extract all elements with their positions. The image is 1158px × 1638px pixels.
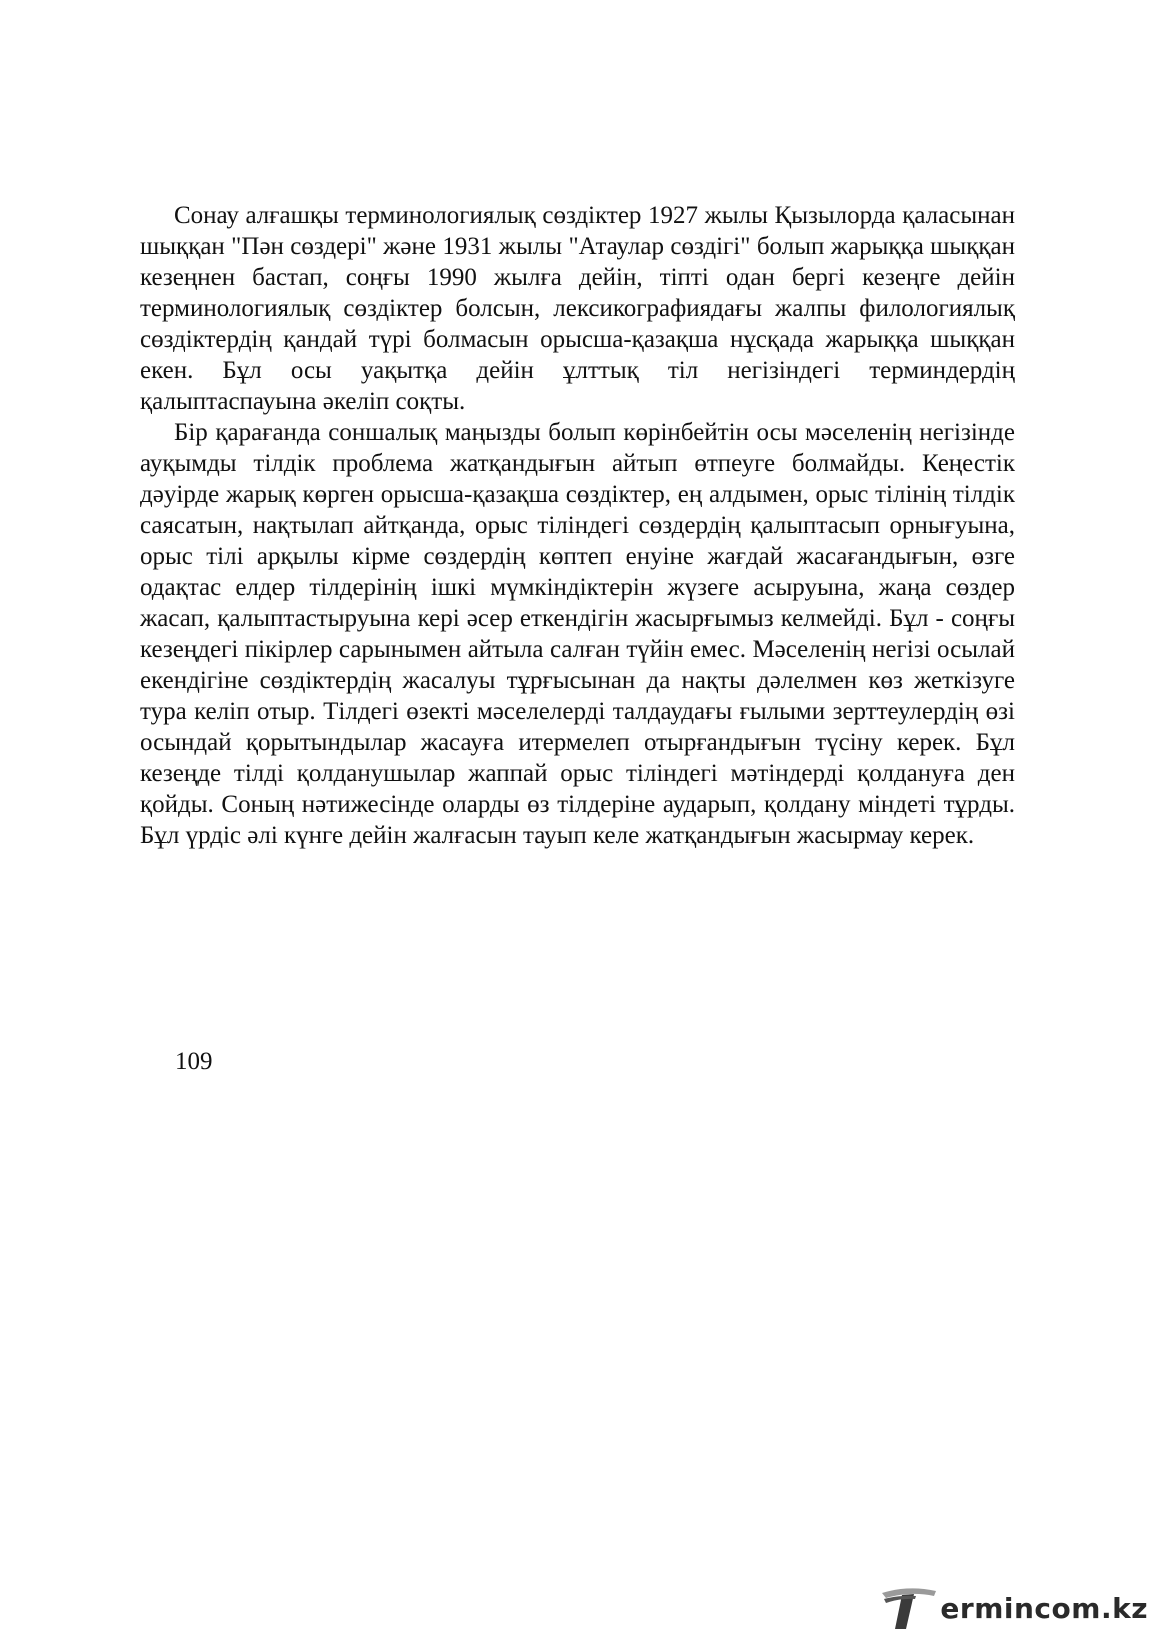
page-number: 109 [175, 1048, 213, 1075]
watermark [880, 1585, 1148, 1631]
termincom-t-logo-icon [880, 1585, 938, 1631]
document-body [140, 200, 1015, 851]
watermark-text: ermincom.kz [940, 1591, 1148, 1625]
paragraph-1: Сонау алғашқы терминологиялық сөздіктер 1927 жылы Қызылорда қаласынан шыққан "Пән сөздері" және 1931 жылы "Атаулар сөздігі" болып жарыққа шыққан кезеңнен бастап, соңғы 1990 жылға дейін, тіпті одан бергі кезеңге дейін терминологиялық сөздіктер болсын, лексикографиядағы жалпы филологиялық сөздіктердің қандай түрі болмасын орысша-қазақша нұсқада жарыққа шыққан екен. Бұл осы уақытқа дейін ұлттық тіл негізіндегі терминдердің қалыптаспауына әкеліп соқты. [140, 202, 1015, 415]
paragraph-2: Бір қарағанда соншалық маңызды болып көрінбейтін осы мәселенің негізінде ауқымды тілдік проблема жатқандығын айтып өтпеуге болмайды. Кеңестік дәуірде жарық көрген орысша-қазақша сөздіктер, ең алдымен, орыс тілінің тілдік саясатын, нақтылап айтқанда, орыс тіліндегі сөздердің қалыптасып орнығуына, орыс тілі арқылы кірме сөздердің көптеп енуіне жағдай жасағандығын, өзге одақтас елдер тілдерінің ішкі мүмкіндіктерін жүзеге асыруына, жаңа сөздер жасап, қалыптастыруына кері әсер еткендігін жасырғымыз келмейді. Бұл - соңғы кезеңдегі пікірлер сарынымен айтыла салған түйін емес. Мәселенің негізі осылай екендігіне сөздіктердің жасалуы тұрғысынан да нақты дәлелмен көз жеткізуге тура келіп отыр. Тілдегі өзекті мәселелерді талдаудағы ғылыми зерттеулердің өзі осындай қорытындылар жасауға итермелеп отырғандығын түсіну керек. Бұл кезеңде тілді қолданушылар жаппай орыс тіліндегі мәтіндерді қолдануға ден қойды. Соның нәтижесінде оларды өз тілдеріне аударып, қолдану міндеті тұрды. Бұл үрдіс әлі күнге дейін жалғасын тауып келе жатқандығын жасырмау керек. [140, 419, 1015, 849]
